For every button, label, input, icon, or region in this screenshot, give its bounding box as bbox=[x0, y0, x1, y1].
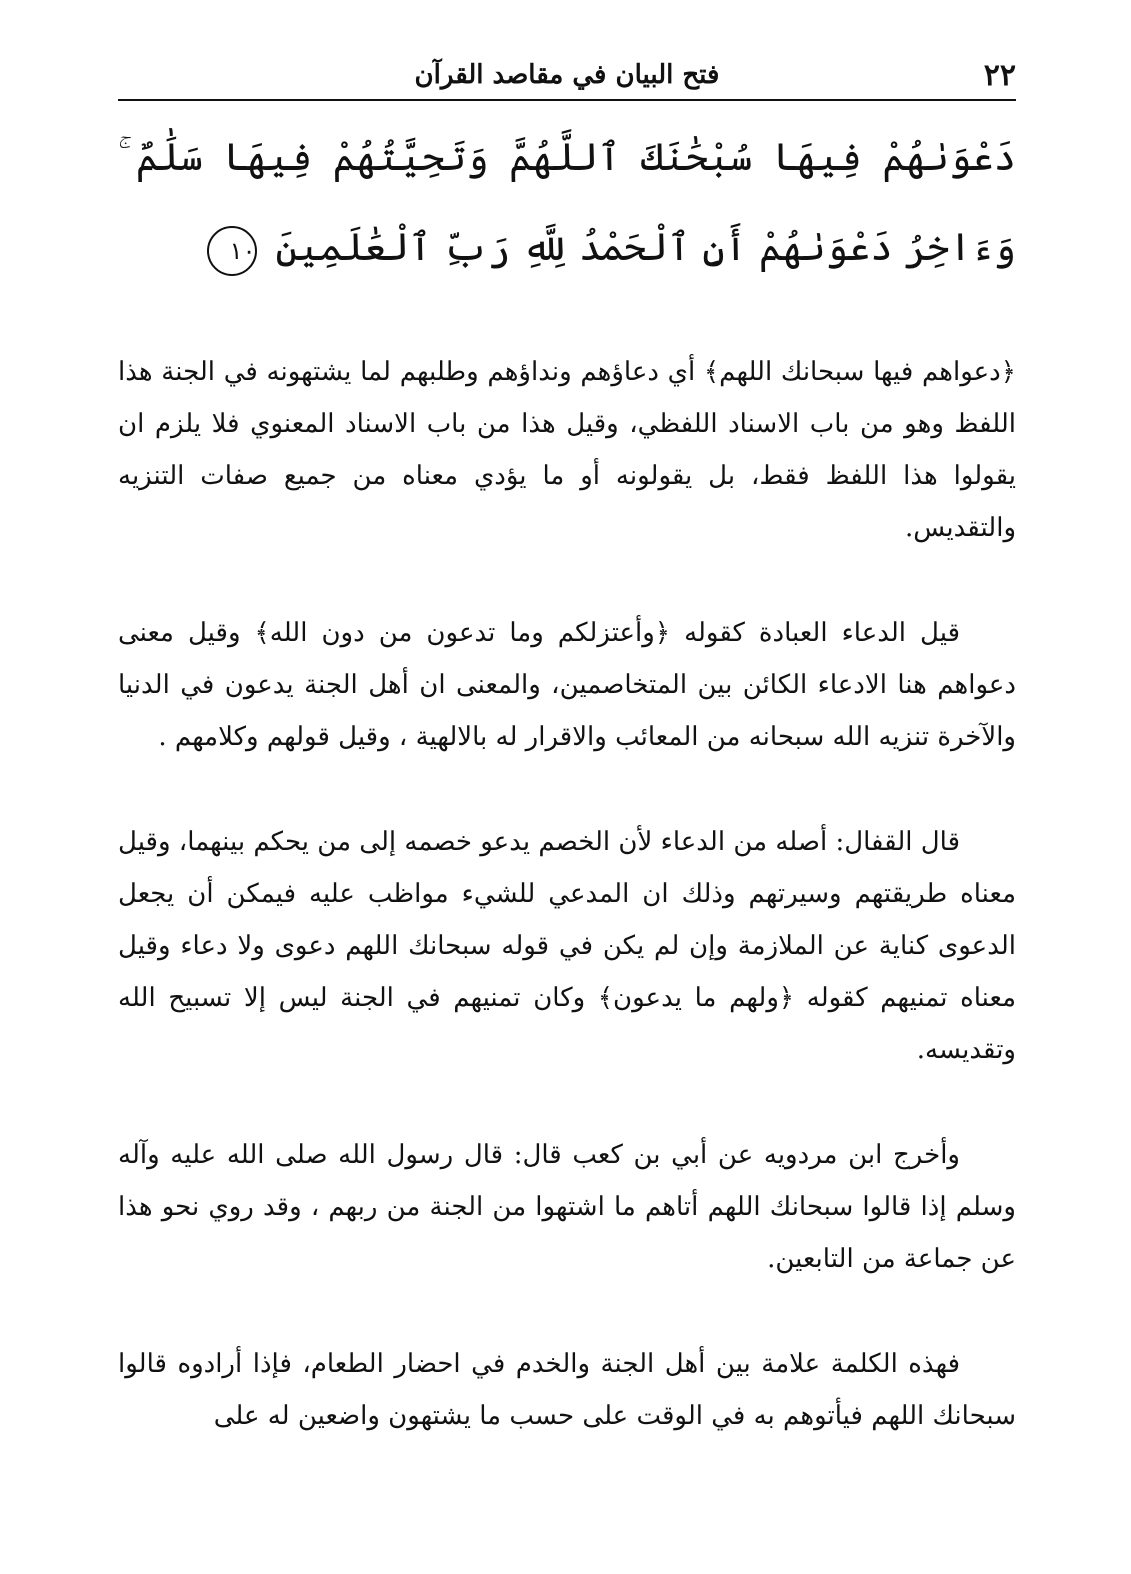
page-header bbox=[118, 52, 1016, 100]
commentary-body bbox=[118, 346, 1016, 1495]
paragraph-5: فهذه الكلمة علامة بين أهل الجنة والخدم في احضار الطعام، فإذا أرادوه قالوا سبحانك اللهم فيأتوهم به في الوقت على حسب ما يشتهون واضعين له على bbox=[118, 1349, 1016, 1431]
paragraph-1: ﴿دعواهم فيها سبحانك اللهم﴾ أي دعاؤهم ونداؤهم وطلبهم لما يشتهونه في الجنة هذا اللفظ وهو من باب الاسناد اللفظي، وقيل هذا من باب الاسناد المعنوي فلا يلزم ان يقولوا هذا اللفظ فقط، بل يقولونه أو ما يؤدي معناه من جميع صفات التنزيه والتقديس. bbox=[118, 357, 1016, 543]
quran-verse bbox=[118, 112, 1016, 292]
verse-number: ١٠ bbox=[207, 226, 257, 276]
running-title: فتح البيان في مقاصد القرآن bbox=[414, 60, 720, 90]
paragraph-3: قال القفال: أصله من الدعاء لأن الخصم يدعو خصمه إلى من يحكم بينهما، وقيل معناه طريقتهم وسيرتهم وذلك ان المدعي للشيء مواظب عليه فيمكن أن يجعل الدعوى كناية عن الملازمة وإن لم يكن في قوله سبحانك اللهم دعوى ولا دعاء وقيل معناه تمنيهم كقوله ﴿ولهم ما يدعون﴾ وكان تمنيهم في الجنة ليس إلا تسبيح الله وتقديسه. bbox=[118, 827, 1016, 1065]
page-number: ٢٢ bbox=[983, 58, 1016, 93]
paragraph-2: قيل الدعاء العبادة كقوله ﴿وأعتزلكم وما تدعون من دون الله﴾ وقيل معنى دعواهم هنا الادعاء الكائن بين المتخاصمين، والمعنى ان أهل الجنة يدعون في الدنيا والآخرة تنزيه الله سبحانه من المعائب والاقرار له بالالهية ، وقيل قولهم وكلامهم . bbox=[118, 618, 1016, 752]
verse-text: دَعْوَىٰهُمْ فِيهَا سُبْحَٰنَكَ ٱللَّهُمَّ وَتَحِيَّتُهُمْ فِيهَا سَلَٰمٌ ۚ وَءَاخِرُ دَعْوَىٰهُمْ أَنِ ٱلْحَمْدُ لِلَّهِ رَبِّ ٱلْعَٰلَمِينَ bbox=[118, 135, 1016, 269]
header-rule bbox=[118, 99, 1016, 101]
paragraph-4: وأخرج ابن مردويه عن أبي بن كعب قال: قال رسول الله صلى الله عليه وآله وسلم إذا قالوا سبحانك اللهم أتاهم ما اشتهوا من الجنة من ربهم ، وقد روي نحو هذا عن جماعة من التابعين. bbox=[118, 1140, 1016, 1274]
